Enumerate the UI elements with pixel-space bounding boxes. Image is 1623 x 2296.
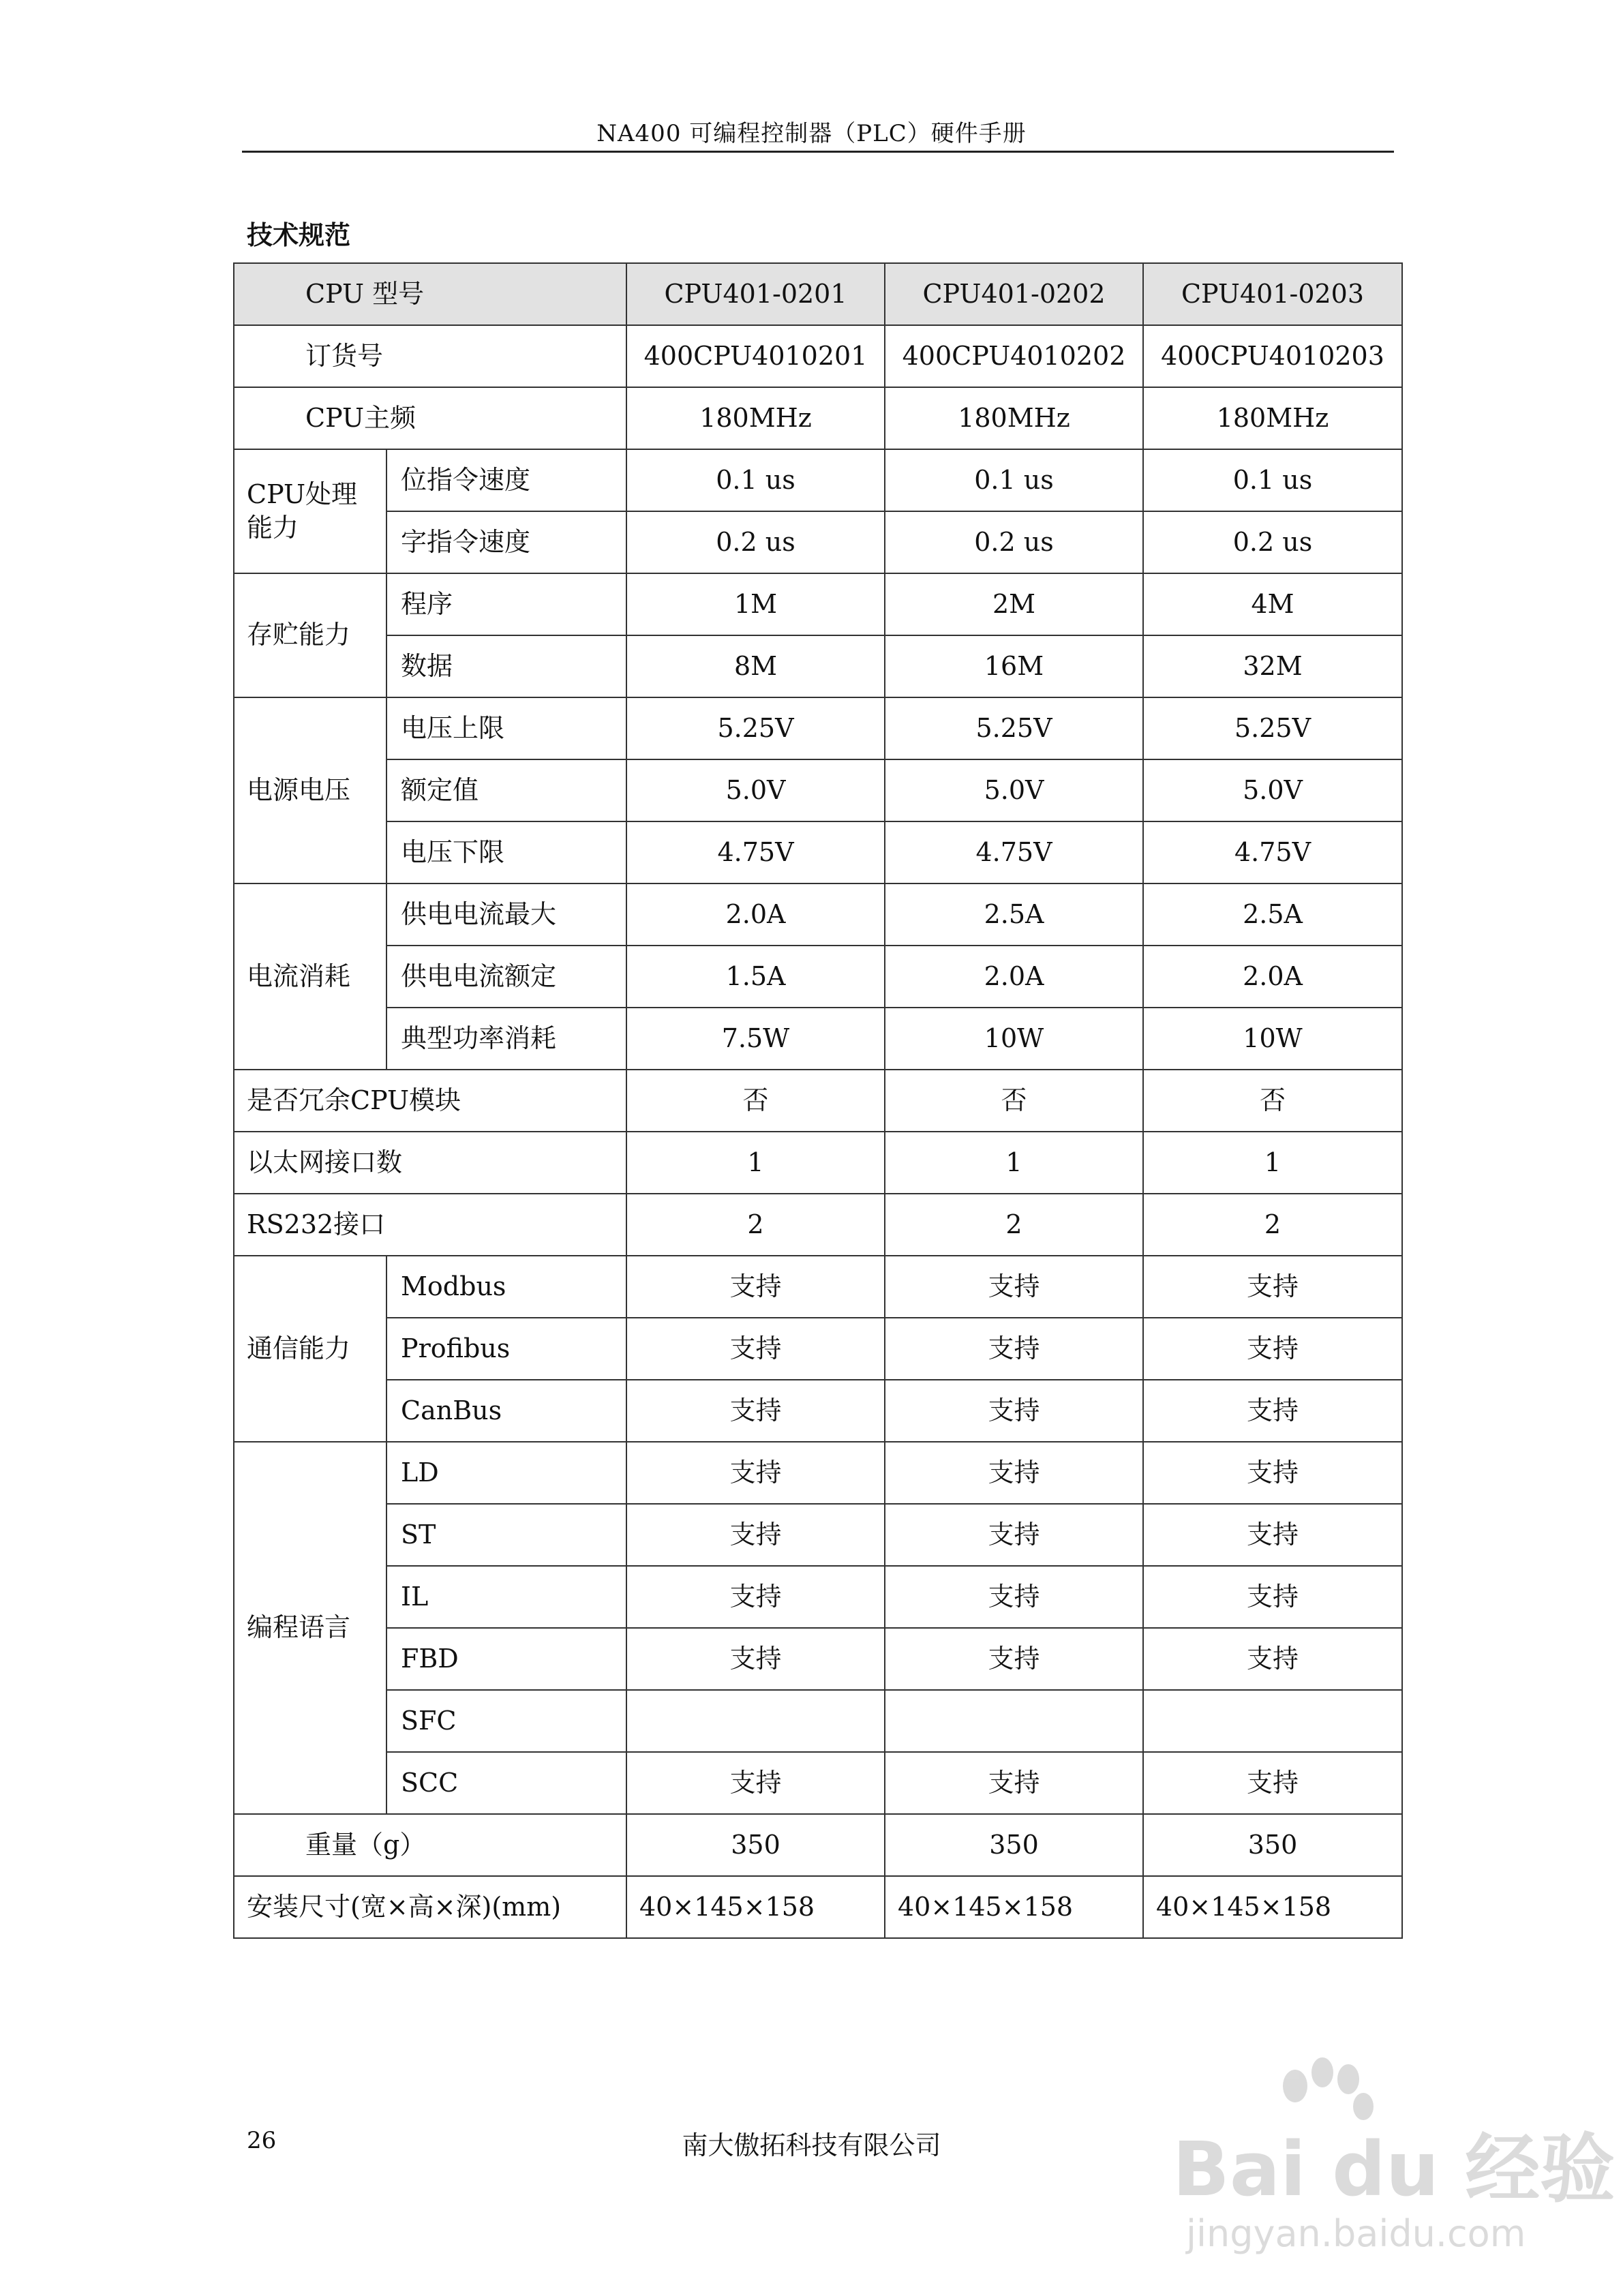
table-row bbox=[234, 325, 1402, 387]
cell-value: 支持 bbox=[885, 1628, 1143, 1690]
table-row bbox=[234, 1132, 1402, 1194]
row-label: CPU主频 bbox=[234, 387, 626, 449]
table-row bbox=[234, 1752, 1402, 1814]
cell-value: 支持 bbox=[1143, 1504, 1402, 1566]
table-row bbox=[234, 1690, 1402, 1752]
cell-value: 支持 bbox=[626, 1504, 885, 1566]
cell-value: 否 bbox=[1143, 1070, 1402, 1132]
cell-value: 5.0V bbox=[885, 759, 1143, 821]
row-label: Modbus bbox=[386, 1256, 626, 1318]
group-label-storage: 存贮能力 bbox=[234, 573, 386, 697]
cell-value: 2.5A bbox=[885, 883, 1143, 946]
row-label: SFC bbox=[386, 1690, 626, 1752]
cell-value: 180MHz bbox=[626, 387, 885, 449]
cell-value: 16M bbox=[885, 635, 1143, 697]
cell-value: 支持 bbox=[626, 1442, 885, 1504]
row-label: 字指令速度 bbox=[386, 511, 626, 573]
row-label: 以太网接口数 bbox=[234, 1132, 626, 1194]
table-row bbox=[234, 946, 1402, 1008]
table-row bbox=[234, 1070, 1402, 1132]
group-label-voltage: 电源电压 bbox=[234, 697, 386, 883]
cell-value: 0.1 us bbox=[626, 449, 885, 511]
cell-value: 4.75V bbox=[885, 821, 1143, 883]
row-label: 订货号 bbox=[234, 325, 626, 387]
row-label: 位指令速度 bbox=[386, 449, 626, 511]
cell-value: 2 bbox=[626, 1194, 885, 1256]
row-label: 电压上限 bbox=[386, 697, 626, 759]
cell-value: 支持 bbox=[1143, 1566, 1402, 1628]
cell-value: 10W bbox=[1143, 1008, 1402, 1070]
header-label: CPU 型号 bbox=[234, 263, 626, 325]
cell-value: 400CPU4010201 bbox=[626, 325, 885, 387]
cell-value: 1.5A bbox=[626, 946, 885, 1008]
table-row bbox=[234, 1442, 1402, 1504]
cell-value: 350 bbox=[885, 1814, 1143, 1876]
cell-value: 支持 bbox=[885, 1318, 1143, 1380]
model-name: CPU401-0202 bbox=[885, 263, 1143, 325]
cell-value: 4.75V bbox=[626, 821, 885, 883]
cell-value: 0.1 us bbox=[885, 449, 1143, 511]
cell-value: 支持 bbox=[626, 1318, 885, 1380]
cell-value: 支持 bbox=[1143, 1256, 1402, 1318]
cell-value: 支持 bbox=[1143, 1628, 1402, 1690]
cell-value: 支持 bbox=[885, 1504, 1143, 1566]
cell-value: 2 bbox=[885, 1194, 1143, 1256]
cell-value: 支持 bbox=[885, 1442, 1143, 1504]
row-label: 重量（g） bbox=[234, 1814, 626, 1876]
cell-value: 180MHz bbox=[1143, 387, 1402, 449]
table-row bbox=[234, 573, 1402, 635]
section-title: 技术规范 bbox=[247, 220, 351, 250]
spec-table bbox=[233, 262, 1403, 1939]
cell-value: 1 bbox=[626, 1132, 885, 1194]
model-name: CPU401-0203 bbox=[1143, 263, 1402, 325]
row-label: IL bbox=[386, 1566, 626, 1628]
cell-value: 350 bbox=[1143, 1814, 1402, 1876]
footer-company: 南大傲拓科技有限公司 bbox=[682, 2130, 941, 2160]
cell-value: 支持 bbox=[626, 1566, 885, 1628]
cell-value: 5.25V bbox=[1143, 697, 1402, 759]
table-row bbox=[234, 635, 1402, 697]
baidu-jingyan-watermark bbox=[1159, 2059, 1616, 2263]
cell-value: 5.0V bbox=[626, 759, 885, 821]
row-label: 供电电流最大 bbox=[386, 883, 626, 946]
cell-value: 支持 bbox=[885, 1566, 1143, 1628]
cell-value bbox=[1143, 1690, 1402, 1752]
cell-value: 支持 bbox=[885, 1752, 1143, 1814]
row-label: CanBus bbox=[386, 1380, 626, 1442]
group-label-cpu-processing: CPU处理能力 bbox=[234, 449, 386, 573]
cell-value: 2.0A bbox=[1143, 946, 1402, 1008]
cell-value: 支持 bbox=[626, 1256, 885, 1318]
cell-value: 5.25V bbox=[885, 697, 1143, 759]
table-header-row bbox=[234, 263, 1402, 325]
cell-value bbox=[885, 1690, 1143, 1752]
cell-value: 40×145×158 bbox=[885, 1876, 1143, 1938]
cell-value: 2.0A bbox=[626, 883, 885, 946]
cell-value: 8M bbox=[626, 635, 885, 697]
watermark-url: jingyan.baidu.com bbox=[1186, 2212, 1526, 2255]
cell-value: 1M bbox=[626, 573, 885, 635]
cell-value: 400CPU4010202 bbox=[885, 325, 1143, 387]
table-row bbox=[234, 449, 1402, 511]
row-label: 数据 bbox=[386, 635, 626, 697]
table-row bbox=[234, 1504, 1402, 1566]
cell-value: 350 bbox=[626, 1814, 885, 1876]
table-row bbox=[234, 1628, 1402, 1690]
cell-value: 支持 bbox=[626, 1628, 885, 1690]
cell-value: 支持 bbox=[626, 1752, 885, 1814]
cell-value: 支持 bbox=[1143, 1752, 1402, 1814]
table-row bbox=[234, 1876, 1402, 1938]
cell-value: 0.1 us bbox=[1143, 449, 1402, 511]
cell-value: 2.5A bbox=[1143, 883, 1402, 946]
group-label-current: 电流消耗 bbox=[234, 883, 386, 1070]
table-row bbox=[234, 821, 1402, 883]
cell-value: 40×145×158 bbox=[1143, 1876, 1402, 1938]
table-row bbox=[234, 883, 1402, 946]
watermark-brand: Bai du 经验 bbox=[1172, 2126, 1616, 2213]
cell-value: 支持 bbox=[1143, 1380, 1402, 1442]
table-row bbox=[234, 697, 1402, 759]
cell-value: 40×145×158 bbox=[626, 1876, 885, 1938]
row-label: ST bbox=[386, 1504, 626, 1566]
cell-value: 32M bbox=[1143, 635, 1402, 697]
cell-value: 否 bbox=[626, 1070, 885, 1132]
table-row bbox=[234, 1008, 1402, 1070]
cell-value: 5.0V bbox=[1143, 759, 1402, 821]
table-row bbox=[234, 387, 1402, 449]
row-label: 程序 bbox=[386, 573, 626, 635]
cell-value: 2 bbox=[1143, 1194, 1402, 1256]
cell-value: 400CPU4010203 bbox=[1143, 325, 1402, 387]
row-label: RS232接口 bbox=[234, 1194, 626, 1256]
cell-value: 7.5W bbox=[626, 1008, 885, 1070]
cell-value: 5.25V bbox=[626, 697, 885, 759]
cell-value: 否 bbox=[885, 1070, 1143, 1132]
cell-value: 1 bbox=[1143, 1132, 1402, 1194]
cell-value: 4.75V bbox=[1143, 821, 1402, 883]
model-name: CPU401-0201 bbox=[626, 263, 885, 325]
row-label: FBD bbox=[386, 1628, 626, 1690]
table-row bbox=[234, 1256, 1402, 1318]
row-label: 安装尺寸(宽×高×深)(mm) bbox=[234, 1876, 626, 1938]
page-header-title: NA400 可编程控制器（PLC）硬件手册 bbox=[596, 120, 1027, 147]
row-label: 电压下限 bbox=[386, 821, 626, 883]
cell-value: 180MHz bbox=[885, 387, 1143, 449]
row-label: LD bbox=[386, 1442, 626, 1504]
cell-value: 2.0A bbox=[885, 946, 1143, 1008]
cell-value: 0.2 us bbox=[626, 511, 885, 573]
cell-value bbox=[626, 1690, 885, 1752]
table-row bbox=[234, 759, 1402, 821]
table-row bbox=[234, 1380, 1402, 1442]
cell-value: 0.2 us bbox=[1143, 511, 1402, 573]
cell-value: 支持 bbox=[885, 1256, 1143, 1318]
cell-value: 4M bbox=[1143, 573, 1402, 635]
table-row bbox=[234, 1318, 1402, 1380]
table-row bbox=[234, 1814, 1402, 1876]
page-number: 26 bbox=[247, 2127, 277, 2154]
cell-value: 1 bbox=[885, 1132, 1143, 1194]
row-label: SCC bbox=[386, 1752, 626, 1814]
row-label: Profibus bbox=[386, 1318, 626, 1380]
row-label: 是否冗余CPU模块 bbox=[234, 1070, 626, 1132]
cell-value: 0.2 us bbox=[885, 511, 1143, 573]
row-label: 供电电流额定 bbox=[386, 946, 626, 1008]
cell-value: 2M bbox=[885, 573, 1143, 635]
cell-value: 支持 bbox=[1143, 1318, 1402, 1380]
cell-value: 支持 bbox=[885, 1380, 1143, 1442]
table-row bbox=[234, 1194, 1402, 1256]
cell-value: 支持 bbox=[626, 1380, 885, 1442]
table-row bbox=[234, 1566, 1402, 1628]
header-rule bbox=[242, 151, 1394, 153]
table-row bbox=[234, 511, 1402, 573]
cell-value: 支持 bbox=[1143, 1442, 1402, 1504]
row-label: 额定值 bbox=[386, 759, 626, 821]
cell-value: 10W bbox=[885, 1008, 1143, 1070]
row-label: 典型功率消耗 bbox=[386, 1008, 626, 1070]
group-label-communication: 通信能力 bbox=[234, 1256, 386, 1442]
group-label-programming-language: 编程语言 bbox=[234, 1442, 386, 1814]
